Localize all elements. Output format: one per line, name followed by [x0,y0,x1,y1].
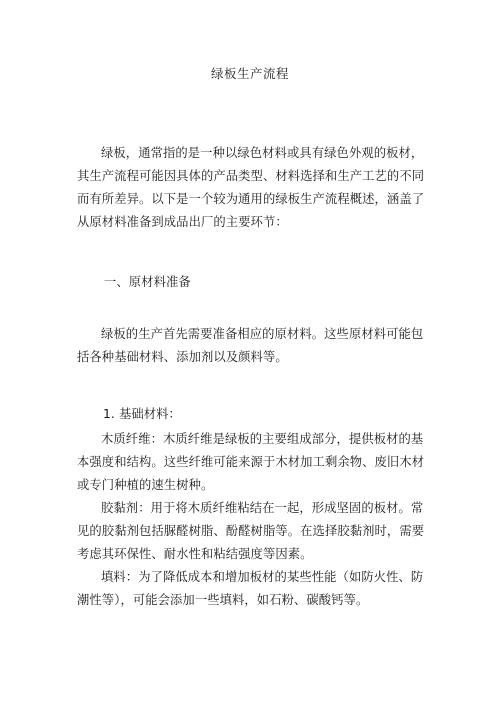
list-item: 胶黏剂：用于将木质纤维粘结在一起，形成坚固的板材。常见的胶黏剂包括脲醛树脂、酚醛树脂等。在选择胶黏剂时，需要考虑其环保性、耐水性和粘结强度等因素。 [77,501,425,561]
document-title: 绿板生产流程 [210,66,289,81]
section-heading-block [77,271,435,294]
section-intro-paragraph: 绿板的生产首先需要准备相应的原材料。这些原材料可能包括各种基础材料、添加剂以及颜料等。 [77,327,424,364]
intro-paragraph-block [77,142,435,234]
section-heading: 一、原材料准备 [104,275,191,289]
list-item: 木质纤维：木质纤维是绿板的主要组成部分，提供板材的基本强度和结构。这些纤维可能来源于木材加工剩余物、废旧木材或专门种植的速生树种。 [77,432,425,492]
subsection-heading-block [77,403,435,426]
list-item: 填料：为了降低成本和增加板材的某些性能（如防火性、防潮性等），可能会添加一些填料，如石粉、碳酸钙等。 [77,570,424,607]
section-intro-block [77,323,435,369]
subsection-heading: 1. 基础材料： [103,407,181,421]
material-list [77,428,435,612]
intro-paragraph: 绿板，通常指的是一种以绿色材料或具有绿色外观的板材，其生产流程可能因具体的产品类型、材料选择和生产工艺的不同而有所差异。以下是一个较为通用的绿板生产流程概述，涵盖了从原材料准备到成品出厂的主要环节： [77,146,425,229]
